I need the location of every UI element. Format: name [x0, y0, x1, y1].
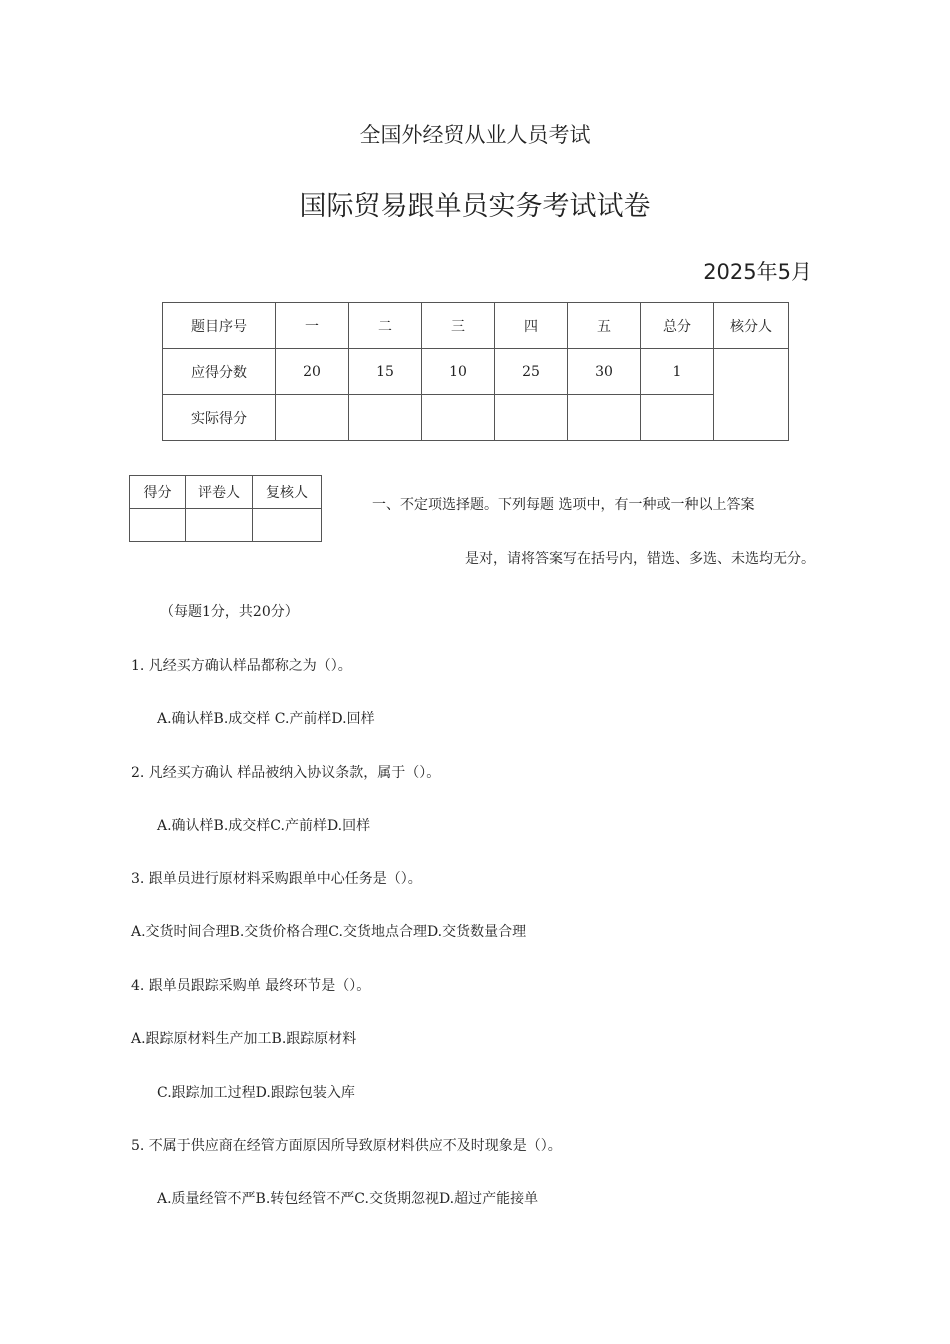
actual-score-cell — [349, 395, 422, 441]
actual-score-cell — [422, 395, 495, 441]
max-score-cell: 15 — [349, 349, 422, 395]
grader-header-cell: 得分 — [130, 476, 186, 509]
question-text: 3. 跟单员进行原材料采购跟单中心任务是（）。 — [131, 871, 422, 887]
question-text: 1. 凡经买方确认样品都称之为（）。 — [131, 658, 352, 674]
checker-cell — [714, 349, 789, 441]
header-cell: 题目序号 — [163, 303, 276, 349]
grader-cell — [186, 509, 253, 542]
max-score-cell: 10 — [422, 349, 495, 395]
max-score-cell: 1 — [641, 349, 714, 395]
grader-header-cell: 评卷人 — [186, 476, 253, 509]
max-score-cell: 20 — [276, 349, 349, 395]
actual-score-cell — [276, 395, 349, 441]
actual-score-cell — [495, 395, 568, 441]
grader-cell — [253, 509, 322, 542]
question-options: A.跟踪原材料生产加工B.跟踪原材料 — [131, 1031, 357, 1047]
header-cell: 一 — [276, 303, 349, 349]
grader-header-cell: 复核人 — [253, 476, 322, 509]
exam-date: 2025年5月 — [703, 260, 812, 284]
paper-title: 国际贸易跟单员实务考试试卷 — [299, 191, 651, 222]
header-cell: 五 — [568, 303, 641, 349]
section-instructions-line2: 是对，请将答案写在括号内，错选、多选、未选均无分。 — [465, 551, 815, 567]
question-options: C.跟踪加工过程D.跟踪包装入库 — [157, 1085, 355, 1101]
question-text: 5. 不属于供应商在经管方面原因所导致原材料供应不及时现象是（）。 — [131, 1138, 562, 1154]
header-cell: 核分人 — [714, 303, 789, 349]
row-label: 应得分数 — [163, 349, 276, 395]
question-options: A.确认样B.成交样C.产前样D.回样 — [157, 818, 371, 834]
score-table — [162, 302, 789, 441]
row-label: 实际得分 — [163, 395, 276, 441]
score-table-max-row — [163, 349, 789, 395]
section-points: （每题1分，共20分） — [160, 604, 299, 620]
grader-cell — [130, 509, 186, 542]
grader-table — [129, 475, 322, 542]
exam-title: 全国外经贸从业人员考试 — [359, 123, 591, 147]
score-table-actual-row — [163, 395, 789, 441]
question-text: 4. 跟单员跟踪采购单 最终环节是（）。 — [131, 978, 371, 994]
score-table-header-row — [163, 303, 789, 349]
max-score-cell: 30 — [568, 349, 641, 395]
question-options: A.确认样B.成交样 C.产前样D.回样 — [157, 711, 375, 727]
actual-score-cell — [568, 395, 641, 441]
header-cell: 三 — [422, 303, 495, 349]
max-score-cell: 25 — [495, 349, 568, 395]
header-cell: 总分 — [641, 303, 714, 349]
question-options: A.交货时间合理B.交货价格合理C.交货地点合理D.交货数量合理 — [131, 924, 527, 940]
header-cell: 四 — [495, 303, 568, 349]
actual-score-cell — [641, 395, 714, 441]
section-instructions-line1: 一、不定项选择题。下列每题 选项中，有一种或一种以上答案 — [372, 497, 755, 513]
question-text: 2. 凡经买方确认 样品被纳入协议条款，属于（）。 — [131, 765, 441, 781]
header-cell: 二 — [349, 303, 422, 349]
question-options: A.质量经管不严B.转包经管不严C.交货期忽视D.超过产能接单 — [157, 1191, 539, 1207]
